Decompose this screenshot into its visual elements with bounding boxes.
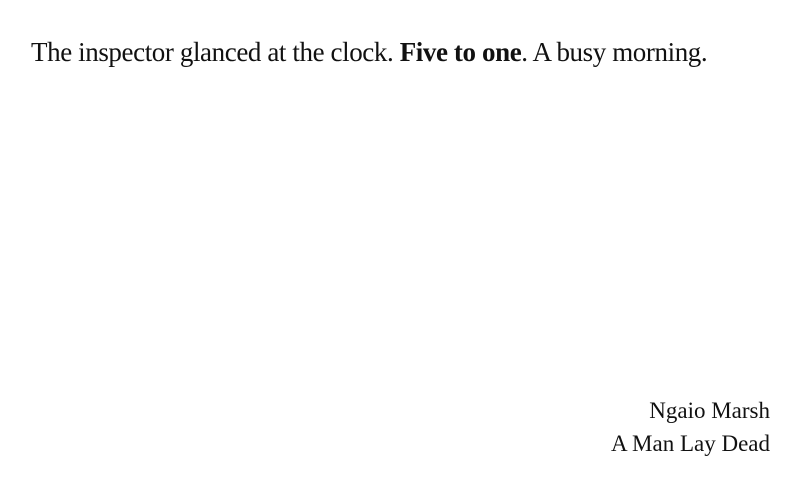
quote-emphasis: Five to one bbox=[399, 37, 522, 67]
quote-text-before: The inspector glanced at the clock. bbox=[31, 37, 400, 67]
quote-text-after: . A busy morning. bbox=[521, 37, 708, 67]
attribution bbox=[611, 394, 770, 460]
author-name: Ngaio Marsh bbox=[649, 398, 770, 423]
quote-text bbox=[31, 34, 776, 70]
book-title: A Man Lay Dead bbox=[610, 431, 770, 456]
